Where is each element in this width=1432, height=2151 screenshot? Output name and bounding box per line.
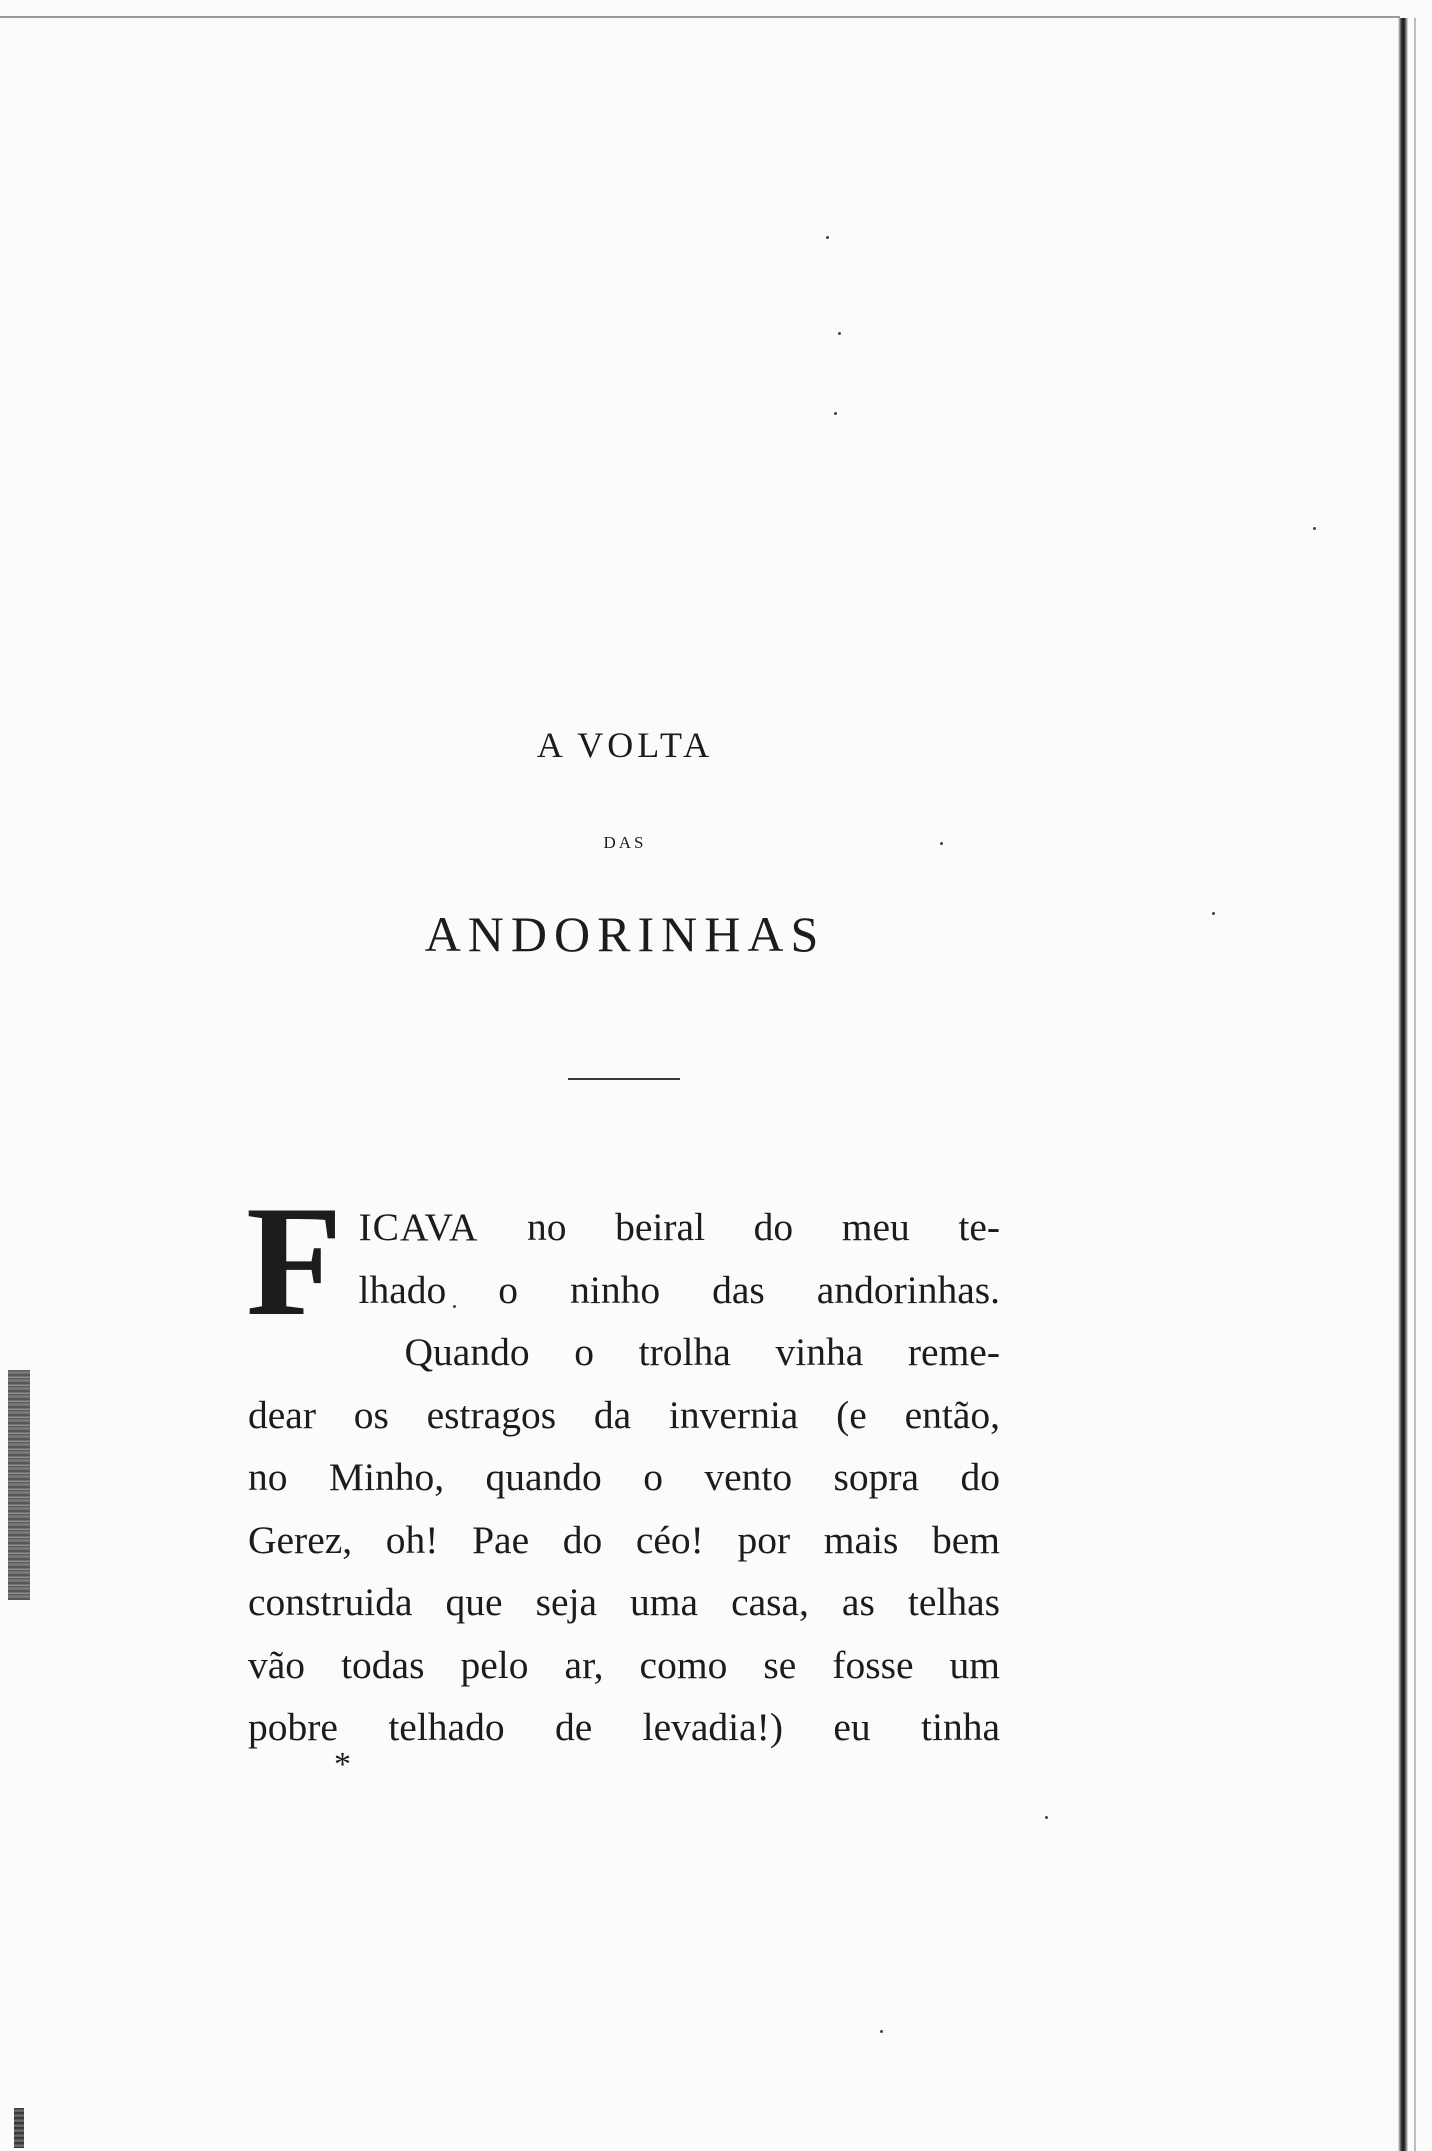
page-binding-edge [1398, 18, 1408, 2151]
chapter-title-line1: A VOLTA [536, 725, 714, 765]
text-line-3: Quando o trolha vinha reme- [404, 1330, 1000, 1374]
signature-mark: * [334, 1746, 351, 1783]
text-line-7: construida que seja uma casa, as telhas [248, 1580, 1000, 1624]
first-word: ICAVA [358, 1205, 479, 1249]
page-top-rule [0, 16, 1400, 18]
scan-speck [826, 236, 829, 239]
drop-cap: F [246, 1174, 343, 1349]
text-line-6: Gerez, oh! Pae do céo! por mais bem [248, 1517, 1000, 1562]
text-line-9: pobre telhado de levadia!) eu tinha [248, 1705, 1000, 1749]
title-divider [568, 1078, 680, 1080]
scan-smudge [8, 1370, 30, 1600]
scan-smudge-bottom [14, 2108, 24, 2148]
scan-speck [1045, 1816, 1048, 1819]
scan-speck [834, 412, 837, 415]
scan-speck [838, 332, 841, 335]
text-line-1 [359, 1196, 1000, 1259]
scan-speck [880, 2030, 883, 2033]
chapter-title-line2: DAS [603, 833, 647, 852]
chapter-title-line3: ANDORINHAS [424, 906, 826, 962]
text-line-1-rest: no beiral do meu te- [527, 1205, 1000, 1249]
body-text [246, 1174, 1000, 1759]
text-line-5: no Minho, quando o vento sopra do [248, 1455, 1000, 1499]
page-binding-edge-line [1414, 18, 1416, 2151]
text-line-8: vão todas pelo ar, como se fosse um [248, 1642, 1000, 1687]
text-line-2: lhado o ninho das andorinhas. [358, 1267, 1000, 1312]
text-line-4: dear os estragos da invernia (e então, [248, 1392, 1000, 1437]
scan-speck [1313, 527, 1316, 530]
